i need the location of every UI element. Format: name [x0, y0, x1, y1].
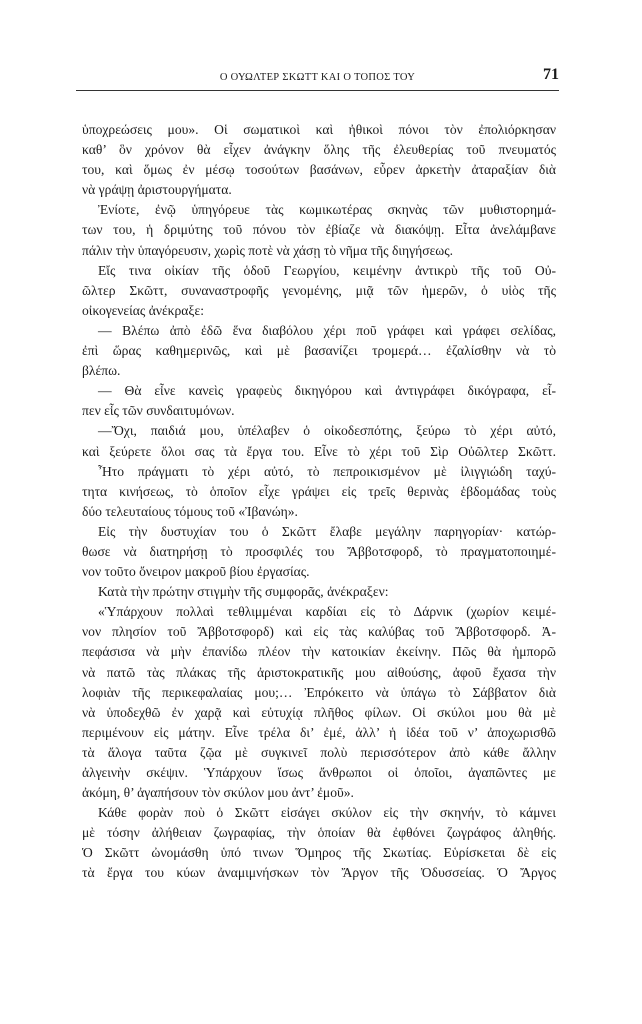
text-line: νὰ ὑποδεχθῶ ἐν χαρᾷ καὶ εὐτυχίᾳ πλῆθος φίλων. Οἱ σκύλοι μου θὰ μὲ	[82, 704, 556, 720]
running-header	[76, 66, 559, 91]
text-line: δύο τελευταίους τόμους τοῦ «Ἰβανώη».	[82, 503, 298, 519]
text-line: του, καὶ ὅμως ἐν μέσῳ τοσούτων βασάνων, εὗρεν ἀρκετὴν ἀταραξίαν διὰ	[82, 162, 556, 178]
text-line: ἀλγεινὴν σκέψιν. Ὑπάρχουν ἴσως ἄνθρωποι οἱ ὁποῖοι, ἀγαπῶντες με	[82, 765, 556, 780]
text-line: λοφιὰν τῆς περικεφαλαίας μου;… Ἐπρόκειτο νὰ ὑπάγω τὸ Σάββατον διὰ	[82, 684, 556, 700]
text-line: πεν εἷς τῶν συνδαιτυμόνων.	[82, 403, 235, 419]
text-line: Εἴς τινα οἰκίαν τῆς ὁδοῦ Γεωργίου, κειμένην ἀντικρὺ τῆς τοῦ Οὐ-	[98, 262, 556, 278]
text-line: τητα κινήσεως, τὸ ὁποῖον εἶχε γράψει εἰς τρεῖς θερινὰς ἑβδομάδας τοὺς	[82, 483, 556, 499]
text-line: ἐπὶ ὥρας καθημερινῶς, καὶ μὲ βασανίζει τρομερά… ἐζαλίσθην νὰ τὸ	[82, 343, 556, 359]
text-line: —Ὄχι, παιδιά μου, ὑπέλαβεν ὁ οἰκοδεσπότης, ξεύρω τὸ χέρι αὐτό,	[98, 423, 556, 439]
page-number: 71	[543, 66, 559, 83]
body-text	[82, 120, 556, 884]
text-line: καθ’ ὃν χρόνον θὰ εἶχεν ἀνάγκην ὅλης τῆς ἐλευθερίας τοῦ πνευματός	[82, 142, 556, 158]
text-line: Ἦτο πράγματι τὸ χέρι αὐτό, τὸ πεπροικισμένον μὲ ἰλιγγιώδη ταχύ-	[98, 463, 556, 479]
text-line: νὰ πατῶ τὰς πλάκας τῆς ἀριστοκρατικῆς μου αἰθούσης, ἀφοῦ ἔχασα τὴν	[82, 664, 556, 680]
text-line: βλέπω.	[82, 363, 121, 379]
text-line: «Ὑπάρχουν πολλαὶ τεθλιμμέναι καρδίαι εἰς τὸ Δάρνικ (χωρίον κειμέ-	[98, 604, 556, 620]
text-line: Κάθε φορὰν ποὺ ὁ Σκῶττ εἰσάγει σκύλον εἰς τὴν σκηνήν, τὸ κάμνει	[98, 805, 556, 821]
text-line: πάλιν τὴν ὑπαγόρευσιν, χωρὶς ποτὲ νὰ χάσῃ τὸ νῆμα τῆς διηγήσεως.	[82, 242, 454, 258]
text-line: των του, ἡ δριμύτης τοῦ πόνου τὸν ἐβίαζε νὰ διακόψῃ. Εἶτα ἀνελάμβανε	[82, 222, 556, 238]
text-line: Ἐνίοτε, ἐνῷ ὑπηγόρευε τὰς κωμικωτέρας σκηνὰς τῶν μυθιστορημά-	[98, 202, 556, 218]
text-line: θωσε νὰ διατηρήσῃ τὸ προσφιλές του Ἄββοτσφορδ, τὸ πραγματοποιημέ-	[82, 543, 556, 559]
text-line: νον τοῦτο ὄνειρον μακροῦ βίου ἐργασίας.	[82, 564, 310, 580]
text-line: μὲ τόσην ἀλήθειαν ζωγραφίας, τὴν ὁποίαν θὰ ἐφθόνει ζωγράφος ἀληθής.	[82, 825, 556, 841]
text-line: Εἰς τὴν δυστυχίαν του ὁ Σκῶττ ἔλαβε μεγάλην παρηγορίαν· κατώρ-	[98, 523, 556, 539]
text-line: οἰκογενείας ἀνέκραξε:	[82, 302, 204, 318]
text-line: Κατὰ τὴν πρώτην στιγμὴν τῆς συμφορᾶς, ἀνέκραξεν:	[98, 584, 389, 600]
text-line: — Βλέπω ἀπὸ ἐδῶ ἕνα διαβόλου χέρι ποῦ γράφει καὶ γράφει σελίδας,	[98, 322, 556, 338]
running-title: Ο ΟΥΩΛΤΕΡ ΣΚΩΤΤ ΚΑΙ Ο ΤΟΠΟΣ ΤΟΥ	[219, 72, 416, 83]
text-line: τὰ ἔργα του κύων ἀναμιμνήσκων τὸν Ἄργον τῆς Ὀδυσσείας. Ὁ Ἄργος	[82, 865, 556, 881]
text-line: νὰ γράψῃ ἀριστουργήματα.	[82, 182, 232, 198]
text-line: πεφάσισα νὰ μὴν ἐπανίδω πλέον τὴν κατοικίαν ἐκείνην. Πῶς θὰ ἠμπορῶ	[82, 644, 556, 660]
text-line: τὰ ἄλογα ταῦτα ζῷα μὲ συγκινεῖ πολὺ περισσότερον ἀπὸ κάθε ἄλλην	[82, 744, 556, 760]
text-line: περιμένουν εἰς μάτην. Εἶνε τρέλα δι’ ἐμέ, ἀλλ’ ἡ ἰδέα τοῦ ν’ ἀποχωρισθῶ	[82, 724, 556, 740]
text-line: ὑποχρεώσεις μου». Οἱ σωματικοὶ καὶ ἠθικοὶ πόνοι τὸν ἐπολιόρκησαν	[82, 122, 556, 137]
text-line: νον πλησίον τοῦ Ἄββοτσφορδ) καὶ εἰς τὰς καλύβας τοῦ Ἄββοτσφορδ. Ἀ-	[82, 624, 556, 640]
text-line: — Θὰ εἶνε κανεὶς γραφεὺς δικηγόρου καὶ ἀντιγράφει δικόγραφα, εἶ-	[98, 383, 556, 399]
text-line: καὶ ξεύρετε ὅλοι σας τὰ ἔργα του. Εἶνε τὸ χέρι τοῦ Σὶρ Οὐῶλτερ Σκῶττ.	[82, 443, 556, 459]
text-line: Ὁ Σκῶττ ὠνομάσθη ὑπό τινων Ὅμηρος τῆς Σκωτίας. Εὑρίσκεται δὲ εἰς	[82, 845, 556, 861]
text-line: ῶλτερ Σκῶττ, συναναστροφῆς γενομένης, μιᾷ τῶν ἡμερῶν, ὁ υἱὸς τῆς	[82, 282, 556, 298]
text-line: ἀκόμη, θ’ ἀγαπήσουν τὸν σκύλον μου ἀντ’ ἐμοῦ».	[82, 785, 354, 801]
